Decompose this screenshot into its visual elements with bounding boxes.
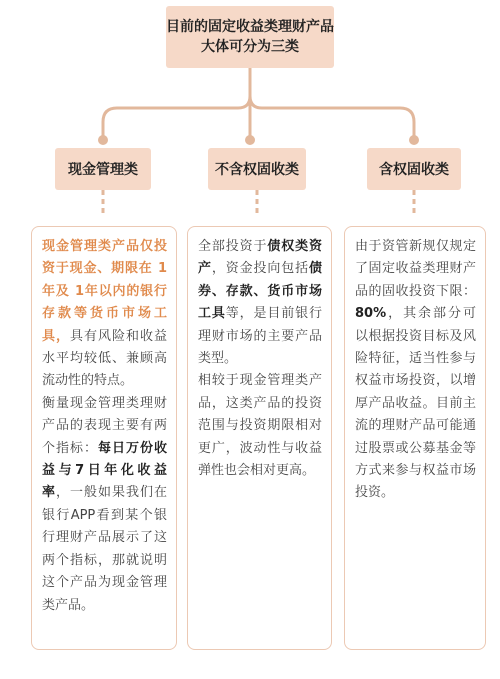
desc-text: 由于资管新规仅规定了固定收益类理财产品的固收投资下限： (355, 239, 476, 299)
category-label: 含权固收类 (379, 162, 449, 178)
desc-text: 全部投资于 (198, 239, 268, 254)
connector-branch-right (250, 96, 414, 140)
desc-equity-fixed-income (344, 226, 486, 650)
connector-dot-right (409, 135, 419, 145)
category-label: 现金管理类 (68, 162, 138, 178)
bold-text: 债权类资产 (198, 239, 322, 277)
desc-text: 衡量现金管理类理财产品的表现主要有两个指标： (42, 395, 167, 456)
category-label: 不含权固收类 (215, 162, 299, 178)
desc-cash-management (31, 226, 177, 650)
bold-text: 债券、存款、货币市场工具 (198, 261, 322, 322)
desc-text: ，资金投向包括 (211, 261, 309, 277)
desc-text: ，其余部分可以根据投资目标及风险特征，适当性参与权益市场投资，以增厚产品收益。目前主流的理财产品可能通过股票或公募基金等方式来参与权益市场投资。 (355, 306, 476, 501)
desc-paragraph (198, 236, 322, 370)
desc-text: 等，是目前银行理财市场的主要产品类型。 (198, 306, 322, 367)
desc-paragraph (42, 393, 167, 617)
desc-paragraph (42, 236, 167, 393)
category-non-equity-fixed-income (208, 148, 306, 190)
bold-text: 80% (355, 306, 387, 322)
category-equity-fixed-income (367, 148, 461, 190)
connector-branch-left (103, 96, 250, 140)
root-title-line2: 大体可分为三类 (201, 39, 299, 55)
bold-text: 每日万份收益与7日年化收益率 (42, 440, 167, 501)
desc-paragraph (355, 236, 476, 505)
desc-text: 相较于现金管理类产品，这类产品的投资范围与投资期限相对更广，波动性与收益弹性也会相对更高。 (198, 373, 322, 479)
desc-non-equity-fixed-income (187, 226, 332, 650)
desc-text: 具有风险和收益水平均较低、兼顾高流动性的特点。 (42, 328, 167, 389)
connector-dot-middle (245, 135, 255, 145)
category-cash-management (55, 148, 151, 190)
desc-text: ，一般如果我们在银行APP看到某个银行理财产品展示了这两个指标，那就说明这个产品为现金管理类产品。 (42, 485, 167, 613)
root-node (166, 6, 334, 68)
connector-dot-left (98, 135, 108, 145)
highlight-text: 现金管理类产品仅投资于现金、期限在 1年及 1年以内的银行存款等货币市场工具， (42, 239, 167, 344)
desc-paragraph (198, 370, 322, 482)
root-title-line1: 目前的固定收益类理财产品 (166, 19, 334, 35)
